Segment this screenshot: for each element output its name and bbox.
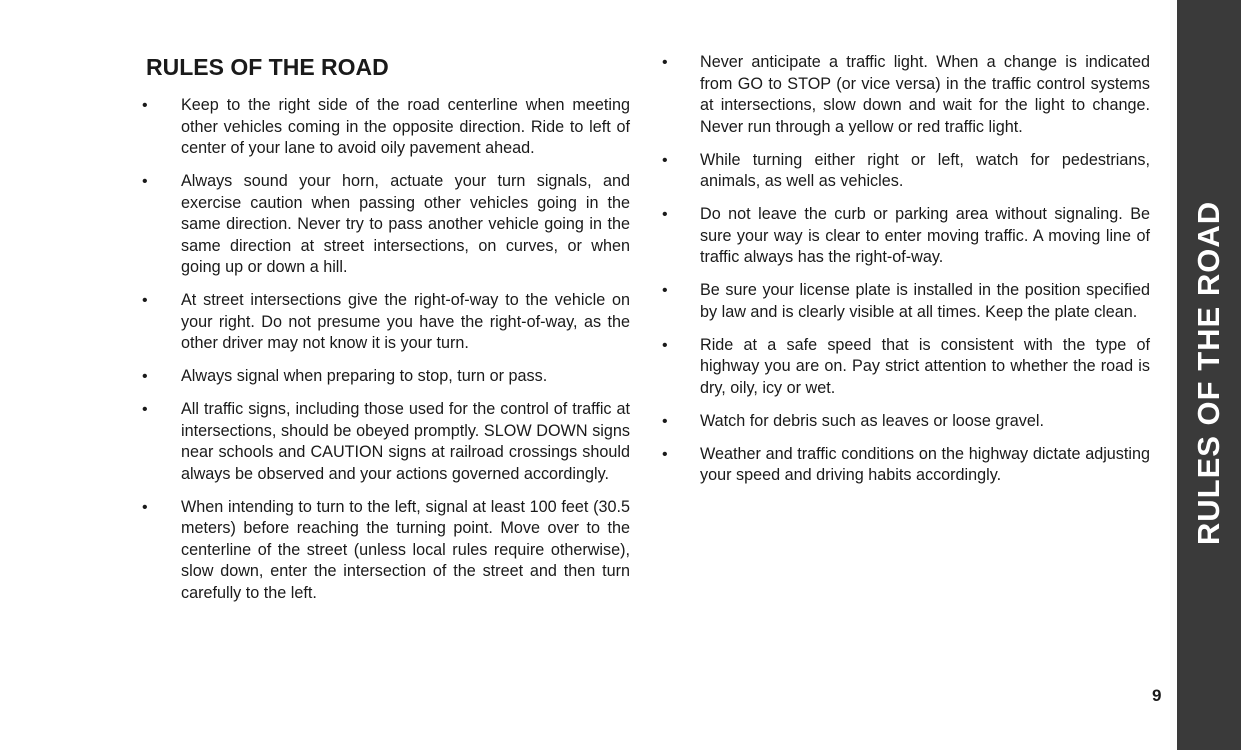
bullet-icon: • <box>662 206 668 223</box>
bullet-text: Never anticipate a traffic light. When a change is indicated from GO to STOP (or vice versa) in the traffic control systems at intersections, slow down and wait for the light to change. Never run through a yellow or red traffic light. <box>700 53 1150 136</box>
bullet-item <box>660 52 1150 138</box>
bullet-icon: • <box>142 498 148 516</box>
right-column <box>660 52 1150 498</box>
left-column <box>140 95 630 616</box>
bullet-item <box>660 204 1150 269</box>
section-side-tab <box>1177 0 1241 750</box>
bullet-text: Always sound your horn, actuate your turn signals, and exercise caution when passing other vehicles going in the same direction. Never try to pass another vehicle going in the same direction at street intersections, on curves, or when going up or down a hill. <box>181 172 630 276</box>
bullet-item <box>140 399 630 485</box>
bullet-icon: • <box>662 282 668 299</box>
page-title: RULES OF THE ROAD <box>146 54 389 80</box>
bullet-text: Weather and traffic conditions on the highway dictate adjusting your speed and driving habits accordingly. <box>700 444 1150 484</box>
bullet-text: All traffic signs, including those used for the control of traffic at intersections, should be obeyed promptly. SLOW DOWN signs near schools and CAUTION signs at railroad crossings should always be observed and your actions governed accordingly. <box>181 400 630 483</box>
bullet-item <box>140 497 630 605</box>
bullet-icon: • <box>662 412 668 430</box>
bullet-item <box>660 444 1150 487</box>
bullet-icon: • <box>142 97 148 114</box>
side-tab-label: RULES OF THE ROAD <box>1191 200 1226 546</box>
bullet-icon: • <box>142 401 148 418</box>
bullet-item <box>660 280 1150 323</box>
bullet-icon: • <box>662 54 668 71</box>
bullet-text: While turning either right or left, watch for pedestrians, animals, as well as vehicles. <box>700 150 1150 190</box>
page-number: 9 <box>1152 686 1162 705</box>
bullet-icon: • <box>662 445 668 463</box>
bullet-item <box>660 335 1150 400</box>
bullet-icon: • <box>142 173 148 190</box>
bullet-text: Keep to the right side of the road centerline when meeting other vehicles coming in the opposite direction. Ride to left of center of your lane to avoid oily pavement ahead. <box>181 96 630 157</box>
bullet-text: Always signal when preparing to stop, turn or pass. <box>181 367 548 385</box>
bullet-text: At street intersections give the right-of-way to the vehicle on your right. Do not presume you have the right-of-way, as the other driver may not know it is your turn. <box>181 291 630 352</box>
bullet-icon: • <box>142 292 148 309</box>
bullet-text: When intending to turn to the left, signal at least 100 feet (30.5 meters) before reaching the turning point. Move over to the centerline of the street (unless local rules require otherwise), slow down, enter the intersection of the street and then turn carefully to the left. <box>181 497 630 602</box>
bullet-item <box>660 150 1150 193</box>
right-bullet-list <box>660 52 1150 487</box>
bullet-text: Ride at a safe speed that is consistent with the type of highway you are on. Pay strict attention to whether the road is dry, oily, icy or wet. <box>700 335 1150 397</box>
bullet-item <box>140 95 630 160</box>
bullet-icon: • <box>142 368 148 385</box>
bullet-icon: • <box>662 151 668 169</box>
bullet-text: Watch for debris such as leaves or loose gravel. <box>700 411 1044 430</box>
bullet-item <box>660 411 1150 433</box>
bullet-icon: • <box>662 336 668 354</box>
bullet-item <box>140 366 630 388</box>
bullet-item <box>140 171 630 279</box>
bullet-text: Do not leave the curb or parking area without signaling. Be sure your way is clear to enter moving traffic. A moving line of traffic always has the right-of-way. <box>700 205 1150 266</box>
left-bullet-list <box>140 95 630 604</box>
bullet-text: Be sure your license plate is installed in the position specified by law and is clearly visible at all times. Keep the plate clean. <box>700 281 1150 321</box>
bullet-item <box>140 290 630 355</box>
